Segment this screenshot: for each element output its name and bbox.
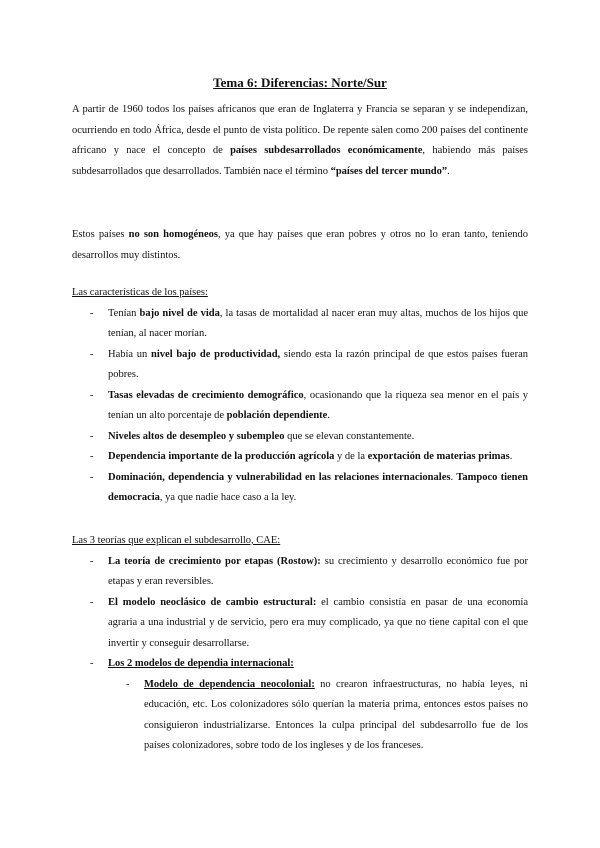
list-item: - Modelo de dependencia neocolonial: no crearon infraestructuras, no había leyes, ni educación, etc. Los colonizadores sólo querían la materia prima, entonces estos países no consiguieron industrializarse. Entonces la culpa principal del subdesarrollo fue de los países colonizadores, sobre todo de los ingleses y de los franceses.: [72, 675, 528, 757]
characteristics-list: [72, 304, 528, 509]
characteristics-section: [72, 283, 528, 509]
bold-term: países subdesarrollados económicamente: [230, 145, 423, 156]
list-item: - El modelo neoclásico de cambio estructural: el cambio consistía en pasar de una economía agraria a una industrial y de servicio, pero era muy complicado, ya que no tiene capital con el que invertir y conseguir desarrollarse.: [72, 593, 528, 655]
intro-paragraph: [72, 100, 528, 182]
bold-term: no son homogéneos: [128, 229, 218, 240]
text-run: .: [447, 165, 450, 177]
list-item: - Niveles altos de desempleo y subempleo que se elevan constantemente.: [72, 427, 528, 448]
second-paragraph: [72, 225, 528, 266]
text-run: , ya que hay países que eran pobres y otros no lo eran tanto, teniendo desarrollos muy distintos.: [72, 229, 528, 261]
list-item: - Había un nivel bajo de productividad, siendo esta la razón principal de que estos países fueran pobres.: [72, 345, 528, 386]
dependency-models-list: [72, 675, 528, 757]
list-item: - La teoría de crecimiento por etapas (Rostow): su crecimiento y desarrollo económico fue por etapas y eran reversibles.: [72, 552, 528, 593]
list-item: - Los 2 modelos de dependia internacional:: [72, 654, 528, 675]
text-run: , habiendo más países subdesarrollados que desarrollados. También nace el término: [72, 145, 528, 177]
section-heading: Las 3 teorías que explican el subdesarrollo, CAE:: [72, 535, 281, 546]
list-item: - Dominación, dependencia y vulnerabilidad en las relaciones internacionales. Tampoco tienen democracia, ya que nadie hace caso a la ley.: [72, 468, 528, 509]
list-item: - Tasas elevadas de crecimiento demográfico, ocasionando que la riqueza sea menor en el país y tenían un alto porcentaje de población dependiente.: [72, 386, 528, 427]
page-title: Tema 6: Diferencias: Norte/Sur: [213, 75, 387, 90]
text-run: Estos países: [72, 229, 129, 240]
text-run: A partir de 1960 todos los países africanos que eran de Inglaterra y Francia se separan y se independizan, ocurriendo en todo África, desde el punto de vista político. De repente salen como 200 países del continente africano y nace el concepto de: [72, 104, 528, 156]
theories-section: [72, 531, 528, 757]
list-item: - Dependencia importante de la producción agrícola y de la exportación de materias primas.: [72, 447, 528, 468]
theories-list: [72, 552, 528, 675]
list-item: - Tenían bajo nivel de vida, la tasas de mortalidad al nacer eran muy altas, muchos de los hijos que tenían, al nacer morían.: [72, 304, 528, 345]
bold-term: “países del tercer mundo”: [330, 165, 448, 177]
section-heading: Las características de los países:: [72, 287, 208, 298]
